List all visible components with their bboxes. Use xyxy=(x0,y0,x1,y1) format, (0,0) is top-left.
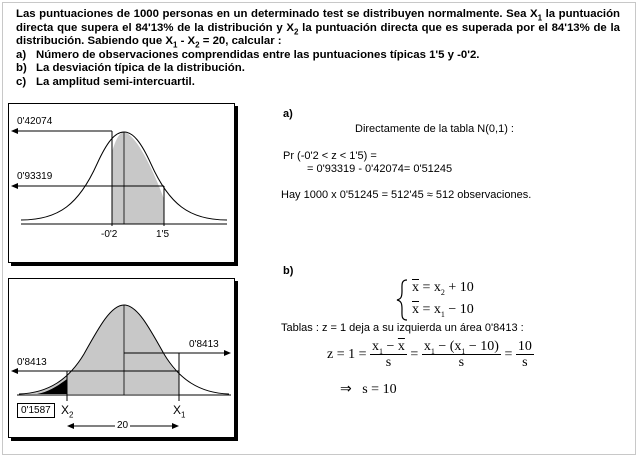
fraction-2: $\frac{x_1 - (x_1 - 10)}{s}$ xyxy=(423,339,499,371)
fraction-1: $\frac{x_1 - \overline{x}}{s}$ xyxy=(372,339,405,371)
problem-item-b: b) La desviación típica de la distribución. xyxy=(16,62,245,75)
normal-curve-figure-b xyxy=(8,278,235,438)
z-equation: z = 1 = $\frac{x_1 - \overline{x}}{s}$ = $\frac{x_1 - (x_1 - 10)}{s}$ = $\frac{10}{s}$ xyxy=(327,339,532,371)
problem-item-c: c) La amplitud semi-intercuartil. xyxy=(16,75,195,88)
label-093319: 0'93319 xyxy=(17,171,53,182)
label-x1: $X_1$ xyxy=(173,403,186,420)
solution-a-line4: Hay 1000 x 0'51245 = 512'45 ≈ 512 observaciones. xyxy=(281,189,532,201)
tablas-line: Tablas : z = 1 deja a su izquierda un área 0'8413 : xyxy=(281,322,524,334)
tick-label-neg02: -0'2 xyxy=(101,229,118,240)
solution-a-label: a) xyxy=(283,108,293,120)
problem-intro: Las puntuaciones de 1000 personas en un determinado test se distribuyen normalmente. Sea $X_1$ la puntuación directa que supera el 84'13% de la distribución y $X_2$ la puntuación directa que es superada por el 84'13% de la distribución. Sabiendo que $X_1 - X_2 = 20$, calcular : xyxy=(16,8,620,50)
label-08413-left: 0'8413 xyxy=(17,357,47,368)
label-042074: 0'42074 xyxy=(17,116,53,127)
system-brace xyxy=(396,279,410,321)
tick-label-15: 1'5 xyxy=(156,229,170,240)
solution-a-line3: = 0'93319 - 0'42074= 0'51245 xyxy=(307,163,453,175)
span-arrow-left-head xyxy=(67,423,74,429)
shaded-region-a xyxy=(112,132,164,224)
fraction-3: $\frac{10}{s}$ xyxy=(517,339,532,371)
problem-statement xyxy=(16,8,620,90)
shaded-region-b xyxy=(19,305,179,394)
problem-item-a: a) Número de observaciones comprendidas entre las puntuaciones típicas 1'5 y -0'2. xyxy=(16,48,480,61)
span-arrow-right-head xyxy=(172,423,179,429)
arrow-mid-head xyxy=(11,183,18,189)
label-01587-box: 0'1587 xyxy=(17,403,55,418)
arrow-right-head xyxy=(224,350,231,356)
system-eq2: $\overline{x} = x_1 - 10$ xyxy=(412,302,474,319)
arrow-top-head xyxy=(11,128,18,134)
result-line: ⇒ s = 10 xyxy=(340,382,397,397)
solution-b-label: b) xyxy=(283,265,294,277)
label-span-20: 20 xyxy=(117,420,129,431)
label-08413-right: 0'8413 xyxy=(189,339,219,350)
figure-a-svg xyxy=(9,104,236,264)
arrow-left-head xyxy=(11,368,18,374)
label-x2: $X_2$ xyxy=(61,403,74,420)
solution-a-line2: Pr (-0'2 < z < 1'5) = xyxy=(283,150,377,162)
solution-a-line1: Directamente de la tabla N(0,1) : xyxy=(355,123,514,135)
implies-symbol: ⇒ xyxy=(340,382,352,397)
system-eq1: $\overline{x} = x_2 + 10$ xyxy=(412,280,474,297)
normal-curve-figure-a xyxy=(8,103,235,263)
